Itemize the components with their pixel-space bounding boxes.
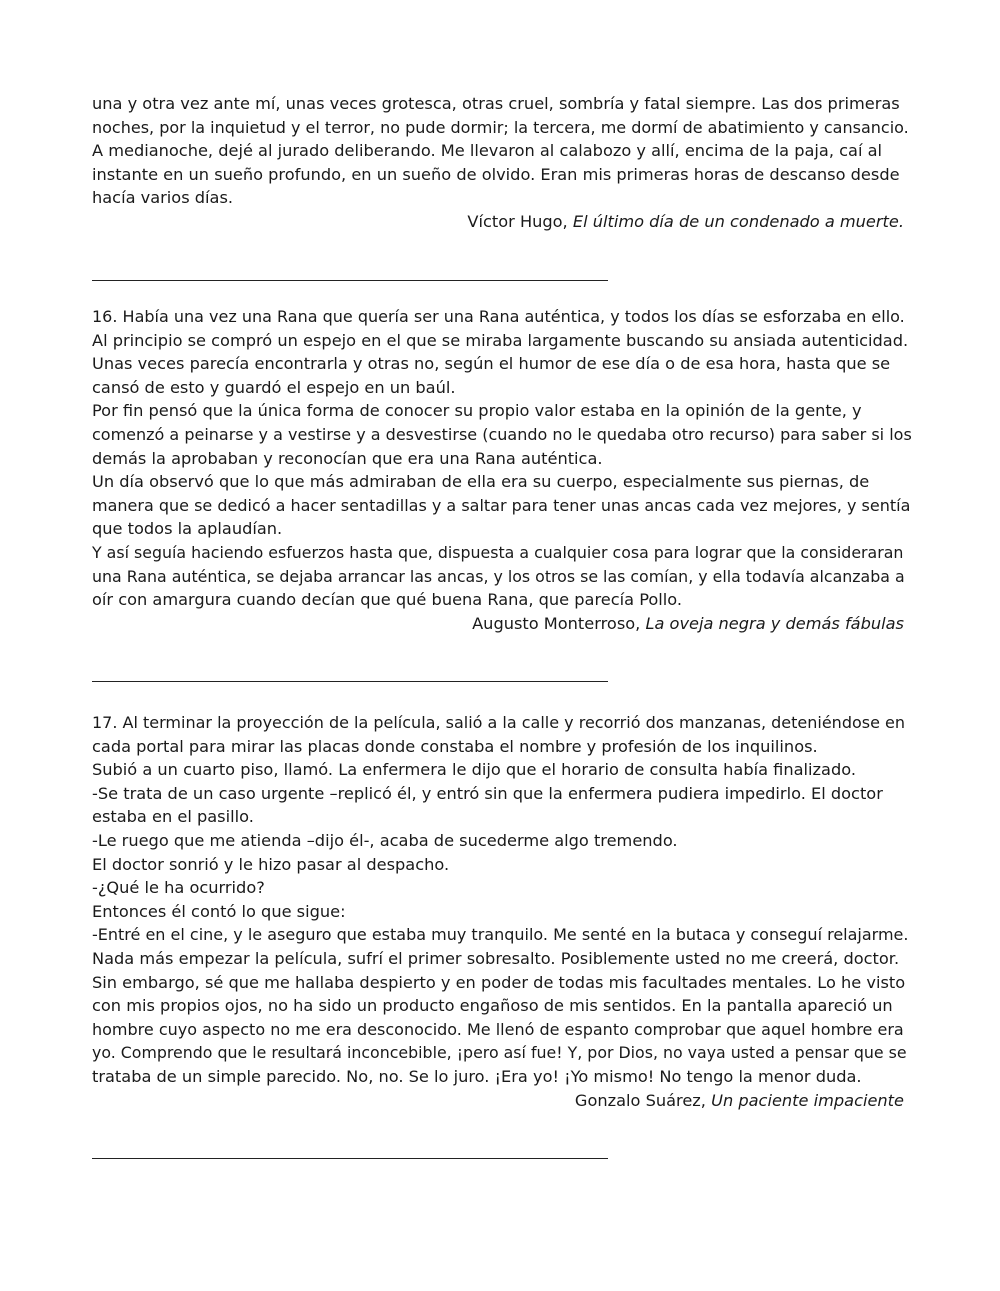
text-line: que todos la aplaudían. <box>92 519 283 539</box>
author-name: Augusto Monterroso, <box>472 613 646 633</box>
excerpt-text <box>92 305 912 612</box>
text-line: 16. Había una vez una Rana que quería ser una Rana auténtica, y todos los días se esforzaba en ello. <box>92 307 905 326</box>
work-title: El último día de un condenado a muerte. <box>572 211 904 231</box>
excerpt-16-monterroso <box>92 305 912 682</box>
answer-line[interactable] <box>92 681 608 682</box>
text-line: El doctor sonrió y le hizo pasar al despacho. <box>92 854 450 874</box>
text-line: 17. Al terminar la proyección de la película, salió a la calle y recorrió dos manzanas, deteniéndose en <box>92 713 906 732</box>
text-line: hombre cuyo aspecto no me era desconocido. Me llenó de espanto comprobar que aquel hombre era <box>92 1019 904 1039</box>
text-line: yo. Comprendo que le resultará inconcebible, ¡pero así fue! Y, por Dios, no vaya usted a pensar que se <box>92 1043 907 1063</box>
text-line: A medianoche, dejé al jurado deliberando. Me llevaron al calabozo y allí, encima de la paja, caí al <box>92 141 883 161</box>
text-line: trataba de un simple parecido. No, no. Se lo juro. ¡Era yo! ¡Yo mismo! No tengo la menor duda. <box>92 1066 862 1086</box>
text-line: instante en un sueño profundo, en un sueño de olvido. Eran mis primeras horas de descanso desde <box>92 164 900 184</box>
text-line: Unas veces parecía encontrarla y otras no, según el humor de ese día o de esa hora, hasta que se <box>92 354 891 374</box>
text-line: oír con amargura cuando decían que qué buena Rana, que parecía Pollo. <box>92 590 683 610</box>
text-line: Al principio se compró un espejo en el que se miraba largamente buscando su ansiada autenticidad. <box>92 330 909 350</box>
text-line: Y así seguía haciendo esfuerzos hasta que, dispuesta a cualquier cosa para lograr que la consideraran <box>92 542 904 562</box>
excerpt-text <box>92 92 912 210</box>
excerpt-victor-hugo <box>92 92 912 281</box>
text-line: -Le ruego que me atienda –dijo él-, acaba de sucederme algo tremendo. <box>92 830 678 850</box>
text-line: una Rana auténtica, se dejaba arrancar las ancas, y los otros se las comían, y ella todavía alcanzaba a <box>92 566 905 586</box>
text-line: cansó de esto y guardó el espejo en un baúl. <box>92 377 456 397</box>
text-line: Entonces él contó lo que sigue: <box>92 901 346 921</box>
text-line: Un día observó que lo que más admiraban de ella era su cuerpo, especialmente sus piernas, de <box>92 472 870 492</box>
text-line: estaba en el pasillo. <box>92 807 254 827</box>
answer-line[interactable] <box>92 280 608 281</box>
text-line: manera que se dedicó a hacer sentadillas y a saltar para tener unas ancas cada vez mejores, y sentía <box>92 495 911 515</box>
text-line: comenzó a peinarse y a vestirse y a desvestirse (cuando no le quedaba otro recurso) para saber si los <box>92 424 912 444</box>
excerpt-17-suarez <box>92 711 912 1159</box>
author-name: Gonzalo Suárez, <box>574 1090 712 1110</box>
text-line: Sin embargo, sé que me hallaba despierto y en poder de todas mis facultades mentales. Lo he visto <box>92 972 906 992</box>
text-line: -¿Qué le ha ocurrido? <box>92 878 265 898</box>
text-line: demás la aprobaban y reconocían que era una Rana auténtica. <box>92 448 603 468</box>
text-line: Subió a un cuarto piso, llamó. La enfermera le dijo que el horario de consulta había finalizado. <box>92 760 856 780</box>
excerpt-text <box>92 711 912 1089</box>
work-title: La oveja negra y demás fábulas <box>645 613 904 633</box>
author-name: Víctor Hugo, <box>467 211 573 231</box>
text-line: noches, por la inquietud y el terror, no pude dormir; la tercera, me dormí de abatimiento y cansancio. <box>92 117 909 137</box>
text-line: cada portal para mirar las placas donde constaba el nombre y profesión de los inquilinos. <box>92 736 818 756</box>
text-line: Nada más empezar la película, sufrí el primer sobresalto. Posiblemente usted no me creerá, doctor. <box>92 948 900 968</box>
text-line: -Entré en el cine, y le aseguro que estaba muy tranquilo. Me senté en la butaca y conseguí relajarme. <box>92 925 909 945</box>
attribution <box>92 612 904 636</box>
attribution <box>92 1089 904 1113</box>
text-line: -Se trata de un caso urgente –replicó él, y entró sin que la enfermera pudiera impedirlo. El doctor <box>92 783 883 803</box>
text-line: hacía varios días. <box>92 188 234 208</box>
text-line: Por fin pensó que la única forma de conocer su propio valor estaba en la opinión de la gente, y <box>92 401 862 421</box>
answer-line[interactable] <box>92 1158 608 1159</box>
text-line: con mis propios ojos, no ha sido un producto engañoso de mis sentidos. En la pantalla apareció un <box>92 996 893 1016</box>
text-line: una y otra vez ante mí, unas veces grotesca, otras cruel, sombría y fatal siempre. Las dos primeras <box>92 94 900 113</box>
attribution <box>92 210 904 234</box>
work-title: Un paciente impaciente <box>711 1090 904 1110</box>
